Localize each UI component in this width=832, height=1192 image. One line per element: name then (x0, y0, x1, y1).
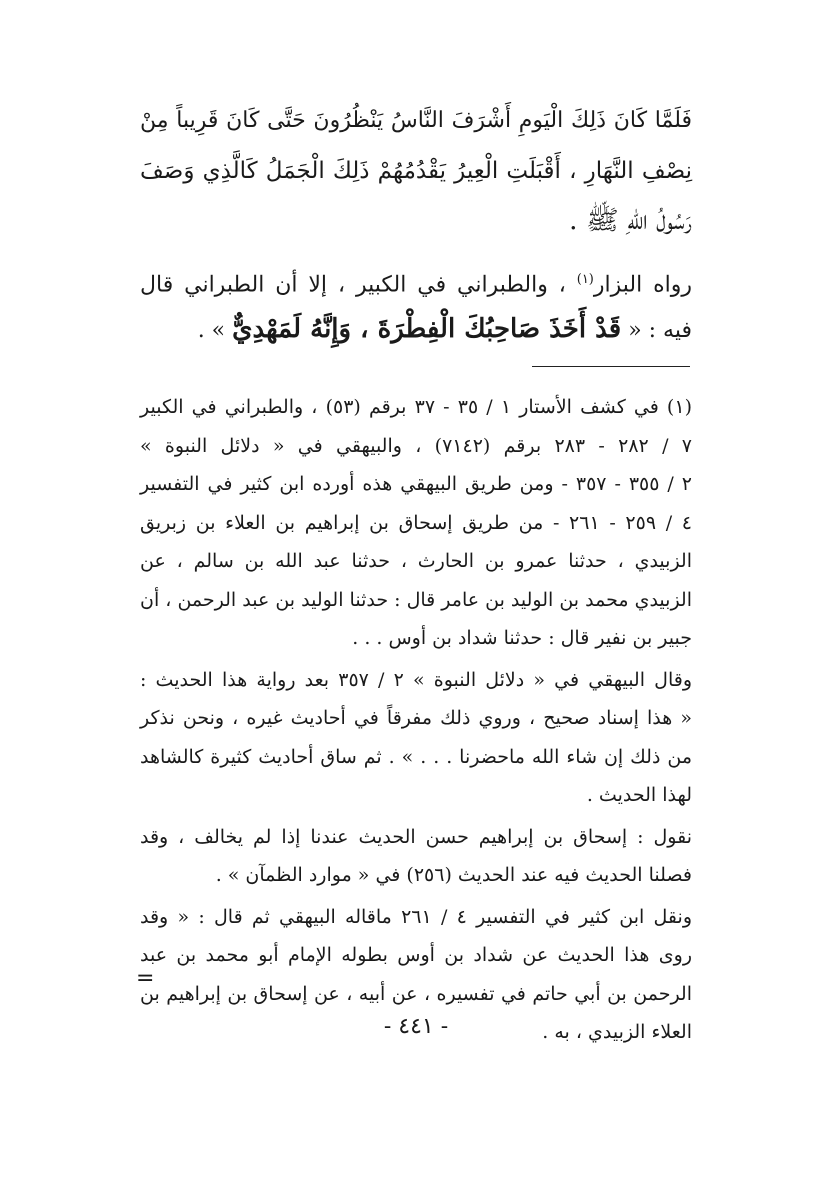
footnote-line: لهذا الحديث . (586, 784, 692, 806)
narration-text: فيه : « (628, 318, 692, 344)
footnote-line: فصلنا الحديث فيه عند الحديث (٢٥٦) في « موارد الظمآن » . (215, 864, 692, 886)
main-text-line: فَلَمَّا كَانَ ذَلِكَ الْيَومِ أَشْرَفَ النَّاسُ يَنْظُرُونَ حَتَّى كَانَ قَرِيباً مِنْ (140, 108, 692, 133)
footnote-line: جبير بن نفير قال : حدثنا شداد بن أوس . . . (352, 627, 692, 649)
page-number: - ٤٤١ - (383, 1014, 449, 1039)
footnote-line: الزبيدي ، حدثنا عمرو بن الحارث ، حدثنا عبد الله بن سالم ، عن (140, 550, 692, 572)
footnote-line: العلاء الزبيدي ، به . (542, 1021, 692, 1043)
footnote-reference: (١) (576, 272, 594, 287)
footnote-line: روى هذا الحديث عن شداد بن أوس بطوله الإمام أبو محمد بن عبد (140, 944, 692, 966)
footnote-line: (١) في كشف الأستار ١ / ٣٥ - ٣٧ برقم (٥٣) ، والطبراني في الكبير (140, 396, 692, 418)
footnote-line: نقول : إسحاق بن إبراهيم حسن الحديث عندنا إذا لم يخالف ، وقد (140, 825, 692, 848)
footnote-line: « هذا إسناد صحيح ، وروي ذلك مفرقاً في أحاديث غيره ، ونحن نذكر (140, 707, 692, 729)
continuation-mark: = (136, 966, 155, 991)
footnote-line: الزبيدي محمد بن الوليد بن عامر قال : حدثنا الوليد بن عبد الرحمن ، أن (140, 588, 692, 611)
footnote-line: وقال البيهقي في « دلائل النبوة » ٢ / ٣٥٧ بعد رواية هذا الحديث : (140, 668, 693, 691)
narration-text: ، والطبراني في الكبير ، إلا أن الطبراني قال (140, 272, 566, 298)
footnote-line: ٧ / ٢٨٢ - ٢٨٣ برقم (٧١٤٢) ، والبيهقي في « دلائل النبوة » (140, 434, 693, 457)
main-text-line: رَسُولُ اللهِ ﷺ . (569, 205, 692, 236)
footnote-line: من ذلك إن شاء الله ماحضرنا . . . » . ثم ساق أحاديث كثيرة كالشاهد (140, 745, 692, 768)
footnote-line: الرحمن بن أبي حاتم في تفسيره ، عن أبيه ، عن إسحاق بن إبراهيم بن (140, 982, 692, 1005)
main-text-block (140, 96, 692, 353)
footnote-line: ٢ / ٣٥٥ - ٣٥٧ - ومن طريق البيهقي هذه أورده ابن كثير في التفسير (140, 473, 692, 495)
footnote-line: ٤ / ٢٥٩ - ٢٦١ - من طريق إسحاق بن إبراهيم بن العلاء بن زبريق (140, 511, 693, 534)
narration-text: رواه البزار (593, 272, 692, 298)
footnotes-block (140, 388, 692, 1052)
footnote-line: ونقل ابن كثير في التفسير ٤ / ٢٦١ ماقاله البيهقي ثم قال : « وقد (140, 905, 693, 928)
main-text-line: نِصْفِ النَّهَارِ ، أَقْبَلَتِ الْعِيرُ يَقْدُمُهُمْ ذَلِكَ الْجَمَلُ كَالَّذِي وَصَفَ (140, 158, 692, 184)
footnote-separator (532, 366, 690, 367)
narration-line (140, 307, 692, 353)
narration-line (140, 258, 692, 307)
narration-text: » . (197, 318, 226, 344)
hadith-quote: قَدْ أَخَذَ صَاحِبُكَ الْفِطْرَةَ ، وَإِنَّهُ لَمَهْدِيٌّ (232, 314, 622, 345)
